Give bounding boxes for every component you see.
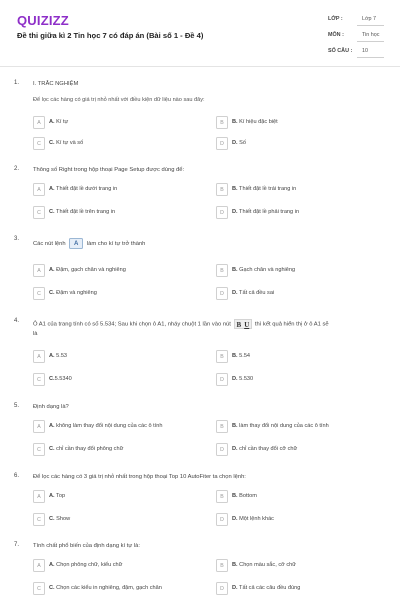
option-d[interactable]: D D. Số xyxy=(216,137,366,151)
option-text: làm thay đổi nội dung của các ô tính xyxy=(237,423,329,429)
option-box: B xyxy=(216,350,228,363)
question-text: Thông số Right trong hộp thoại Page Setup được dùng để: xyxy=(33,167,185,173)
meta-class-value: Lớp 7 xyxy=(362,16,377,22)
question-number: 6. xyxy=(14,473,20,479)
option-box: C xyxy=(33,373,45,386)
option-b[interactable]: B B. Kí hiệu đặc biệt xyxy=(216,116,366,130)
option-text: 5.530 xyxy=(237,376,254,382)
option-b[interactable]: B B. 5.54 xyxy=(216,350,366,364)
format-painter-icon: A xyxy=(69,238,83,249)
option-text: Thiết đặt lề dưới trang in xyxy=(54,186,118,192)
option-text: Top xyxy=(54,493,66,499)
option-box: A xyxy=(33,264,45,277)
option-text: Show xyxy=(54,516,71,522)
option-d[interactable]: D D. chỉ cần thay đổi cỡ chữ xyxy=(216,443,366,457)
option-b[interactable]: B B. Bottom xyxy=(216,490,366,504)
section-heading: I. TRẮC NGHIỆM xyxy=(33,81,79,87)
option-text: không làm thay đổi nội dung của các ô tính xyxy=(54,423,163,429)
option-c[interactable]: C C. chỉ cần thay đổi phông chữ xyxy=(33,443,183,457)
meta-subject-label: MÔN : xyxy=(328,32,344,38)
option-box: C xyxy=(33,206,45,219)
option-text: Đậm và nghiêng xyxy=(54,290,97,296)
option-a[interactable]: A A. 5.53 xyxy=(33,350,183,364)
option-text: Kí hiệu đặc biệt xyxy=(237,119,278,125)
option-box: B xyxy=(216,490,228,503)
option-b[interactable]: B B. làm thay đổi nội dung của các ô tính xyxy=(216,420,366,434)
option-box: D xyxy=(216,513,228,526)
question-number: 2. xyxy=(14,166,20,172)
option-a[interactable]: A A. Thiết đặt lề dưới trang in xyxy=(33,183,183,197)
option-box: C xyxy=(33,582,45,595)
option-a[interactable]: A A. Đậm, gạch chân và nghiêng xyxy=(33,264,183,278)
option-text: 5.53 xyxy=(54,353,68,359)
option-d[interactable]: D D. 5.530 xyxy=(216,373,366,387)
option-box: D xyxy=(216,373,228,386)
question-text: Tính chất phổ biến của định dạng kí tự là: xyxy=(33,543,141,549)
option-text: 5.54 xyxy=(237,353,251,359)
option-text: Số xyxy=(237,140,246,146)
question-number: 1. xyxy=(14,80,20,86)
meta-question-count xyxy=(322,44,384,58)
meta-class-label: LỚP : xyxy=(328,16,343,22)
option-d[interactable]: D D. Một lệnh khác xyxy=(216,513,366,527)
header-divider xyxy=(0,66,400,67)
option-c[interactable]: C C. Chọn các kiểu in nghiêng, đậm, gạch chân xyxy=(33,582,183,596)
option-text: 5.5340 xyxy=(54,376,72,382)
question-text: Định dạng là? xyxy=(33,404,69,410)
document-title: Đề thi giữa kì 2 Tin học 7 có đáp án (Bài số 1 - Đề 4) xyxy=(17,31,204,40)
option-box: A xyxy=(33,420,45,433)
question-text: Để lọc các hàng có giá trị nhỏ nhất với điều kiện dữ liệu nào sau đây: xyxy=(33,97,205,103)
meta-divider xyxy=(357,57,384,58)
meta-divider xyxy=(357,25,384,26)
option-c[interactable]: C C. Show xyxy=(33,513,183,527)
bold-underline-icon: B U xyxy=(234,319,253,329)
option-box: B xyxy=(216,420,228,433)
option-box: B xyxy=(216,559,228,572)
option-c[interactable]: C C. Kí tự và số xyxy=(33,137,183,151)
meta-subject xyxy=(322,28,384,42)
option-box: B xyxy=(216,116,228,129)
option-c[interactable]: C C. Đậm và nghiêng xyxy=(33,287,183,301)
question-number: 7. xyxy=(14,542,20,548)
option-a[interactable]: A A. không làm thay đổi nội dung của các ô tính xyxy=(33,420,183,434)
option-b[interactable]: B B. Chọn màu sắc, cỡ chữ xyxy=(216,559,366,573)
page-header xyxy=(0,0,400,66)
option-b[interactable]: B B. Gạch chân và nghiêng xyxy=(216,264,366,278)
option-text: Chọn màu sắc, cỡ chữ xyxy=(237,562,296,568)
option-d[interactable]: D D. Thiết đặt lề phải trang in xyxy=(216,206,366,220)
option-text: Thiết đặt lề phải trang in xyxy=(237,209,300,215)
option-text: Tất cả đều sai xyxy=(237,290,275,296)
option-a[interactable]: A A. Kí tự xyxy=(33,116,183,130)
option-box: C xyxy=(33,443,45,456)
option-box: D xyxy=(216,206,228,219)
option-box: D xyxy=(216,137,228,150)
option-box: C xyxy=(33,137,45,150)
question-number: 5. xyxy=(14,403,20,409)
option-text: chỉ cần thay đổi cỡ chữ xyxy=(237,446,298,452)
meta-divider xyxy=(357,41,384,42)
option-text: Thiết đặt lề trên trang in xyxy=(54,209,116,215)
option-text: Một lệnh khác xyxy=(237,516,274,522)
option-text: Kí tự và số xyxy=(54,140,84,146)
option-a[interactable]: A A. Top xyxy=(33,490,183,504)
option-box: B xyxy=(216,183,228,196)
option-b[interactable]: B B. Thiết đặt lề trái trang in xyxy=(216,183,366,197)
option-box: A xyxy=(33,183,45,196)
option-text: Chọn phông chữ, kiểu chữ xyxy=(54,562,123,568)
option-text: Gạch chân và nghiêng xyxy=(237,267,296,273)
meta-class xyxy=(322,12,384,26)
question-text: Ô A1 của trang tính có số 5.534; Sau khi chọn ô A1, nháy chuột 1 lần vào nút B U thì kết quả hiển thị ở ô A1 sẽ là xyxy=(33,321,329,337)
option-text: Bottom xyxy=(237,493,257,499)
option-box: B xyxy=(216,264,228,277)
option-text: Đậm, gạch chân và nghiêng xyxy=(54,267,126,273)
option-d[interactable]: D D. Tất cả đều sai xyxy=(216,287,366,301)
meta-count-label: SỐ CÂU : xyxy=(328,48,353,54)
meta-subject-value: Tin học xyxy=(362,32,380,38)
question-text: Các nút lệnh A làm cho kí tự trở thành xyxy=(33,238,388,249)
option-box: C xyxy=(33,513,45,526)
question-number: 3. xyxy=(14,236,20,242)
option-box: D xyxy=(216,287,228,300)
option-text: Kí tự xyxy=(54,119,69,125)
option-d[interactable]: D D. Tất cả các câu đều đúng xyxy=(216,582,366,596)
option-c[interactable]: C C.5.5340 xyxy=(33,373,183,387)
option-text: Chọn các kiểu in nghiêng, đậm, gạch chân xyxy=(54,585,162,591)
option-box: C xyxy=(33,287,45,300)
option-box: D xyxy=(216,582,228,595)
option-box: A xyxy=(33,490,45,503)
option-box: A xyxy=(33,559,45,572)
option-box: A xyxy=(33,116,45,129)
meta-count-value: 10 xyxy=(362,48,368,54)
option-c[interactable]: C C. Thiết đặt lề trên trang in xyxy=(33,206,183,220)
option-text: Tất cả các câu đều đúng xyxy=(237,585,301,591)
option-text: chỉ cần thay đổi phông chữ xyxy=(54,446,124,452)
quizizz-logo: QUIZIZZ xyxy=(17,13,69,28)
question-text: Để lọc các hàng có 3 giá trị nhỏ nhất trong hộp thoại Top 10 AutoFiter ta chọn lệnh: xyxy=(33,474,246,480)
option-box: A xyxy=(33,350,45,363)
option-a[interactable]: A A. Chọn phông chữ, kiểu chữ xyxy=(33,559,183,573)
question-number: 4. xyxy=(14,318,20,324)
option-box: D xyxy=(216,443,228,456)
option-text: Thiết đặt lề trái trang in xyxy=(237,186,297,192)
